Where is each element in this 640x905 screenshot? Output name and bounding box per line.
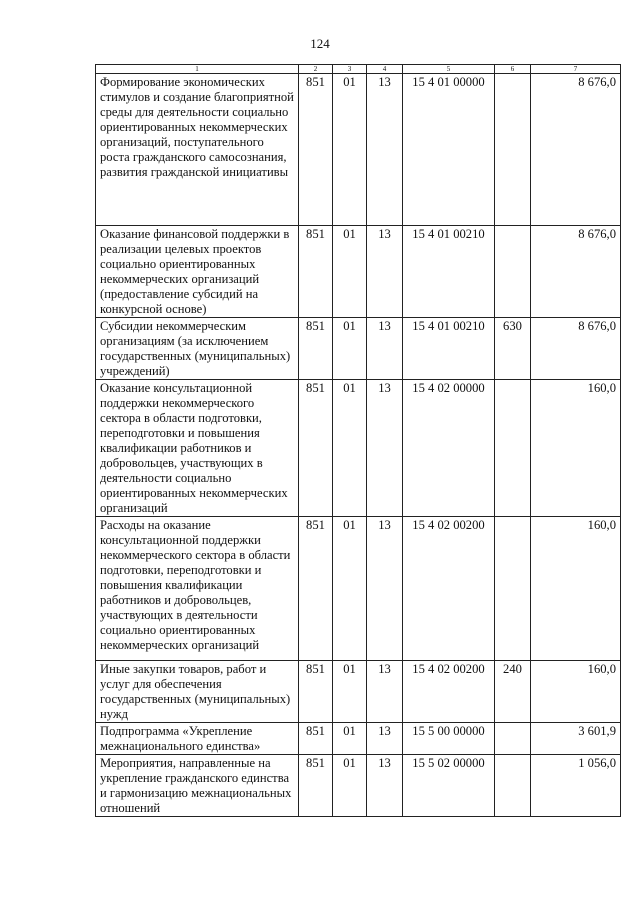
row-ministry-code: 851 bbox=[299, 74, 333, 226]
row-target-code: 15 4 02 00200 bbox=[403, 661, 495, 723]
row-subsection: 13 bbox=[367, 226, 403, 318]
row-ministry-code: 851 bbox=[299, 723, 333, 755]
row-subsection: 13 bbox=[367, 723, 403, 755]
row-amount: 8 676,0 bbox=[531, 318, 621, 380]
row-ministry-code: 851 bbox=[299, 661, 333, 723]
budget-table bbox=[95, 64, 621, 817]
row-name: Оказание консультационной поддержки некоммерческого сектора в области подготовки, переподготовки и повышения квалификации работников и добровольцев, участвующих в деятельности социально ориентированных некоммерческих организаций bbox=[96, 380, 299, 517]
row-expense-type bbox=[495, 380, 531, 517]
table-row bbox=[96, 661, 621, 723]
table-row bbox=[96, 517, 621, 661]
row-expense-type bbox=[495, 723, 531, 755]
table-header-row bbox=[96, 65, 621, 74]
row-subsection: 13 bbox=[367, 755, 403, 817]
row-target-code: 15 4 01 00210 bbox=[403, 318, 495, 380]
row-name: Иные закупки товаров, работ и услуг для обеспечения государственных (муниципальных) нужд bbox=[96, 661, 299, 723]
column-number-3: 3 bbox=[333, 65, 367, 74]
row-amount: 160,0 bbox=[531, 380, 621, 517]
column-number-7: 7 bbox=[531, 65, 621, 74]
row-section: 01 bbox=[333, 318, 367, 380]
row-name: Формирование экономических стимулов и создание благоприятной среды для деятельности социально ориентированных некоммерческих организаций, поступательного роста гражданского самосознания, развития гражданской инициативы bbox=[96, 74, 299, 226]
row-expense-type: 630 bbox=[495, 318, 531, 380]
row-target-code: 15 4 02 00000 bbox=[403, 380, 495, 517]
row-amount: 160,0 bbox=[531, 517, 621, 661]
column-number-6: 6 bbox=[495, 65, 531, 74]
row-section: 01 bbox=[333, 226, 367, 318]
row-amount: 1 056,0 bbox=[531, 755, 621, 817]
table-row bbox=[96, 380, 621, 517]
row-name: Подпрограмма «Укрепление межнационального единства» bbox=[96, 723, 299, 755]
column-number-1: 1 bbox=[96, 65, 299, 74]
row-section: 01 bbox=[333, 74, 367, 226]
row-amount: 8 676,0 bbox=[531, 226, 621, 318]
column-number-5: 5 bbox=[403, 65, 495, 74]
row-name: Мероприятия, направленные на укрепление гражданского единства и гармонизацию межнациональных отношений bbox=[96, 755, 299, 817]
row-expense-type: 240 bbox=[495, 661, 531, 723]
row-expense-type bbox=[495, 226, 531, 318]
page-number: 124 bbox=[310, 36, 330, 51]
row-amount: 3 601,9 bbox=[531, 723, 621, 755]
table-row bbox=[96, 723, 621, 755]
row-expense-type bbox=[495, 74, 531, 226]
row-subsection: 13 bbox=[367, 74, 403, 226]
row-amount: 8 676,0 bbox=[531, 74, 621, 226]
row-target-code: 15 5 00 00000 bbox=[403, 723, 495, 755]
row-target-code: 15 5 02 00000 bbox=[403, 755, 495, 817]
column-number-2: 2 bbox=[299, 65, 333, 74]
row-ministry-code: 851 bbox=[299, 380, 333, 517]
row-section: 01 bbox=[333, 380, 367, 517]
row-ministry-code: 851 bbox=[299, 517, 333, 661]
row-subsection: 13 bbox=[367, 661, 403, 723]
row-target-code: 15 4 01 00000 bbox=[403, 74, 495, 226]
column-number-4: 4 bbox=[367, 65, 403, 74]
row-ministry-code: 851 bbox=[299, 318, 333, 380]
table-row bbox=[96, 755, 621, 817]
row-target-code: 15 4 01 00210 bbox=[403, 226, 495, 318]
row-name: Субсидии некоммерческим организациям (за исключением государственных (муниципальных) учреждений) bbox=[96, 318, 299, 380]
table-row bbox=[96, 226, 621, 318]
row-name: Оказание финансовой поддержки в реализации целевых проектов социально ориентированных некоммерческих организаций (предоставление субсидий на конкурсной основе) bbox=[96, 226, 299, 318]
row-ministry-code: 851 bbox=[299, 755, 333, 817]
row-section: 01 bbox=[333, 723, 367, 755]
row-subsection: 13 bbox=[367, 318, 403, 380]
table-row bbox=[96, 74, 621, 226]
row-expense-type bbox=[495, 755, 531, 817]
row-ministry-code: 851 bbox=[299, 226, 333, 318]
row-name: Расходы на оказание консультационной поддержки некоммерческого сектора в области подготовки, переподготовки и повышения квалификации работников и добровольцев, участвующих в деятельности социально ориентированных некоммерческих организаций bbox=[96, 517, 299, 661]
row-amount: 160,0 bbox=[531, 661, 621, 723]
row-subsection: 13 bbox=[367, 380, 403, 517]
row-section: 01 bbox=[333, 755, 367, 817]
table-row bbox=[96, 318, 621, 380]
row-section: 01 bbox=[333, 517, 367, 661]
row-subsection: 13 bbox=[367, 517, 403, 661]
row-target-code: 15 4 02 00200 bbox=[403, 517, 495, 661]
row-expense-type bbox=[495, 517, 531, 661]
row-section: 01 bbox=[333, 661, 367, 723]
